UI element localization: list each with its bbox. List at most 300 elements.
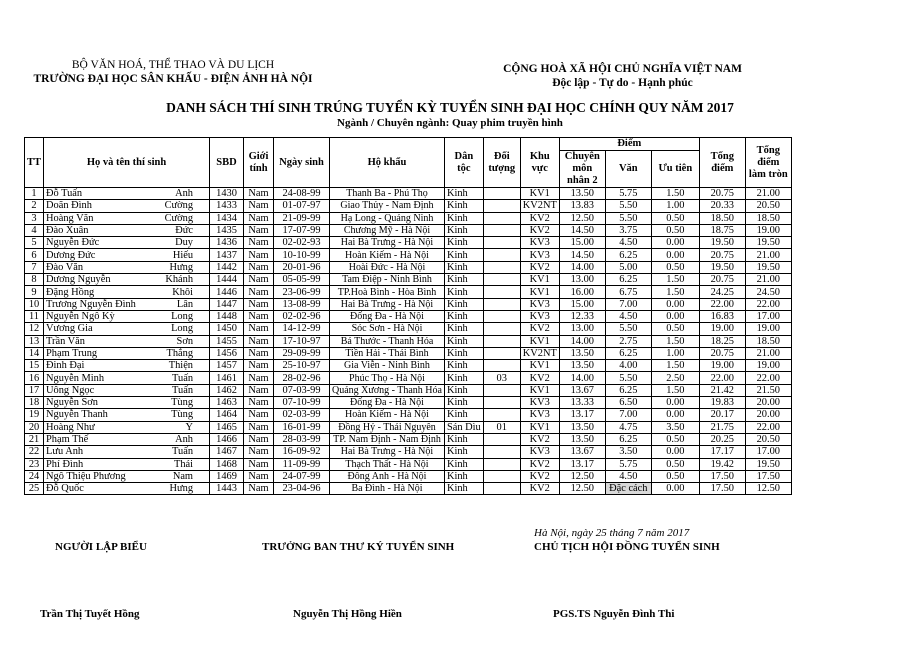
surname: Phí Đình	[46, 458, 84, 470]
cell: Nam	[244, 347, 274, 359]
cell: 19.50	[699, 261, 745, 273]
given-name: Tuấn	[172, 384, 194, 396]
cell: 1469	[210, 470, 244, 482]
cell: 16-09-92	[274, 446, 330, 458]
given-name: Khôi	[172, 286, 194, 298]
surname: Hoàng Văn	[46, 212, 94, 224]
cell: 17	[25, 384, 44, 396]
cell	[483, 274, 520, 286]
cell: 0.00	[651, 409, 699, 421]
table-row	[25, 224, 792, 236]
cell: KV3	[520, 237, 559, 249]
cell: 24	[25, 470, 44, 482]
cell: 0.50	[651, 433, 699, 445]
cell: 19.00	[745, 224, 791, 236]
cell: 14.00	[559, 261, 605, 273]
cell: 20-01-96	[274, 261, 330, 273]
secretary-title: TRƯỞNG BAN THƯ KÝ TUYỂN SINH	[262, 541, 455, 553]
given-name: Thiện	[168, 360, 194, 372]
cell: 8	[25, 274, 44, 286]
cell: 11-09-99	[274, 458, 330, 470]
cell: 13	[25, 335, 44, 347]
cell: 0.00	[651, 249, 699, 261]
cell: 14	[25, 347, 44, 359]
cell	[483, 360, 520, 372]
nation-motto: Độc lập - Tự do - Hạnh phúc	[552, 77, 693, 89]
cell: Kinh	[444, 446, 483, 458]
cell: 20.75	[699, 274, 745, 286]
cell: 1446	[210, 286, 244, 298]
cell	[483, 335, 520, 347]
given-name: Anh	[175, 188, 194, 200]
cell: 19.83	[699, 397, 745, 409]
cell-name	[44, 483, 210, 495]
cell: 13.50	[559, 421, 605, 433]
surname: Phạm Trung	[46, 348, 98, 359]
page-subtitle: Ngành / Chuyên ngành: Quay phim truyền hình	[337, 117, 563, 129]
cell: 1433	[210, 200, 244, 212]
cell: Hạ Long - Quảng Ninh	[330, 212, 445, 224]
cell: 07-10-99	[274, 397, 330, 409]
cell: 20.75	[699, 188, 745, 200]
surname: Dương Nguyễn	[46, 274, 111, 286]
table-row	[25, 384, 792, 396]
cell: Nam	[244, 261, 274, 273]
col-scores: Điểm	[559, 138, 699, 151]
chair-title: CHỦ TỊCH HỘI ĐỒNG TUYỂN SINH	[534, 541, 720, 553]
cell: KV1	[520, 360, 559, 372]
cell: 13.50	[559, 433, 605, 445]
cell: 1455	[210, 335, 244, 347]
cell: 02-02-93	[274, 237, 330, 249]
cell: 2.75	[605, 335, 651, 347]
cell: 13.50	[559, 347, 605, 359]
cell: 20	[25, 421, 44, 433]
cell: 1.00	[651, 200, 699, 212]
given-name: Hưng	[169, 261, 194, 273]
cell: 24.25	[699, 286, 745, 298]
col-gender: Giới tính	[244, 138, 274, 188]
cell	[483, 433, 520, 445]
cell-name	[44, 446, 210, 458]
cell: 13-08-99	[274, 298, 330, 310]
cell: 22.00	[745, 421, 791, 433]
cell: 01-07-97	[274, 200, 330, 212]
cell: KV2	[520, 372, 559, 384]
cell: 3	[25, 212, 44, 224]
cell: 0.00	[651, 237, 699, 249]
cell: 21.50	[745, 384, 791, 396]
cell: 1430	[210, 188, 244, 200]
cell: 17.50	[745, 470, 791, 482]
cell: Nam	[244, 200, 274, 212]
cell: 18.50	[745, 335, 791, 347]
cell: 2.50	[651, 372, 699, 384]
cell: 3.75	[605, 224, 651, 236]
cell-name	[44, 224, 210, 236]
cell: 20.75	[699, 347, 745, 359]
cell: Thanh Ba - Phú Thọ	[330, 188, 445, 200]
cell: Kinh	[444, 237, 483, 249]
cell: 13.17	[559, 409, 605, 421]
cell: Nam	[244, 212, 274, 224]
cell: Kinh	[444, 249, 483, 261]
cell: 21.42	[699, 384, 745, 396]
given-name: Cường	[164, 212, 194, 224]
cell: 19	[25, 409, 44, 421]
cell: 13.17	[559, 458, 605, 470]
table-row	[25, 372, 792, 384]
cell: 6.25	[605, 274, 651, 286]
preparer-title: NGƯỜI LẬP BIỂU	[55, 541, 147, 553]
cell-name	[44, 335, 210, 347]
table-row	[25, 421, 792, 433]
given-name: Thái	[173, 458, 194, 470]
cell: 1434	[210, 212, 244, 224]
given-name: Tuấn	[172, 446, 194, 458]
cell	[483, 310, 520, 322]
given-name: Đức	[175, 225, 194, 237]
col-address: Hộ khẩu	[330, 138, 445, 188]
cell	[483, 200, 520, 212]
cell: 1462	[210, 384, 244, 396]
cell: 21.00	[745, 347, 791, 359]
cell: 19.00	[745, 323, 791, 335]
cell: Ba Đình - Hà Nội	[330, 483, 445, 495]
cell: Kinh	[444, 335, 483, 347]
cell: 21.75	[699, 421, 745, 433]
cell: Đông Anh - Hà Nội	[330, 470, 445, 482]
date-line: Hà Nội, ngày 25 tháng 7 năm 2017	[534, 527, 690, 539]
cell: 0.50	[651, 470, 699, 482]
cell: Bá Thước - Thanh Hóa	[330, 335, 445, 347]
cell: 22.00	[699, 298, 745, 310]
cell: 07-03-99	[274, 384, 330, 396]
col-sbd: SBD	[210, 138, 244, 188]
table-row	[25, 249, 792, 261]
cell: 10-10-99	[274, 249, 330, 261]
cell: 4.50	[605, 310, 651, 322]
cell: 0.00	[651, 397, 699, 409]
cell: Gia Viễn - Ninh Bình	[330, 360, 445, 372]
cell: Kinh	[444, 372, 483, 384]
cell: 18.50	[699, 212, 745, 224]
cell: KV3	[520, 409, 559, 421]
cell: Nam	[244, 274, 274, 286]
cell: Kinh	[444, 409, 483, 421]
cell: 13.83	[559, 200, 605, 212]
cell: 5.50	[605, 212, 651, 224]
cell-name	[44, 384, 210, 396]
cell: 1437	[210, 249, 244, 261]
cell: 14.50	[559, 224, 605, 236]
surname: Dương Đức	[46, 249, 96, 261]
cell: 13.67	[559, 384, 605, 396]
table-row	[25, 274, 792, 286]
cell: Đống Đa - Hà Nội	[330, 397, 445, 409]
cell: KV2NT	[520, 200, 559, 212]
cell: Phúc Thọ - Hà Nội	[330, 372, 445, 384]
cell: 0.50	[651, 458, 699, 470]
cell: KV3	[520, 249, 559, 261]
cell: 17.00	[745, 446, 791, 458]
surname: Nguyễn Ngô Kỳ	[46, 311, 115, 323]
col-rounded: Tổng điểm làm tròn	[745, 138, 791, 188]
cell: Kinh	[444, 310, 483, 322]
cell: 0.00	[651, 483, 699, 495]
cell: 18.50	[745, 212, 791, 224]
col-priority-group: Đối tượng	[483, 138, 520, 188]
cell: 22.00	[745, 298, 791, 310]
cell: 1450	[210, 323, 244, 335]
table-row	[25, 298, 792, 310]
cell: 6.25	[605, 384, 651, 396]
surname: Doãn Đình	[46, 200, 92, 212]
cell: 1448	[210, 310, 244, 322]
cell: Nam	[244, 470, 274, 482]
cell: 1	[25, 188, 44, 200]
admission-table	[24, 137, 792, 495]
cell: Nam	[244, 335, 274, 347]
cell: 14.50	[559, 249, 605, 261]
cell: KV1	[520, 188, 559, 200]
cell: 7.00	[605, 409, 651, 421]
cell: 5.50	[605, 200, 651, 212]
cell: Nam	[244, 483, 274, 495]
surname: Đỗ Tuấn	[46, 188, 83, 200]
cell: Kinh	[444, 274, 483, 286]
cell: 1436	[210, 237, 244, 249]
cell	[483, 384, 520, 396]
cell: 1456	[210, 347, 244, 359]
given-name: Long	[171, 323, 194, 335]
cell: Hoài Đức - Hà Nội	[330, 261, 445, 273]
cell-name	[44, 200, 210, 212]
table-row	[25, 237, 792, 249]
cell: KV2NT	[520, 347, 559, 359]
cell: Kinh	[444, 458, 483, 470]
cell-name	[44, 458, 210, 470]
cell	[483, 298, 520, 310]
cell: Kinh	[444, 360, 483, 372]
cell: 6.25	[605, 249, 651, 261]
table-row	[25, 360, 792, 372]
cell: Kinh	[444, 347, 483, 359]
cell-name	[44, 237, 210, 249]
cell: Nam	[244, 433, 274, 445]
cell: 4.00	[605, 360, 651, 372]
cell	[483, 483, 520, 495]
cell: 20.17	[699, 409, 745, 421]
cell: 3.50	[605, 446, 651, 458]
cell: Sán Dìu	[444, 421, 483, 433]
cell: 23-06-99	[274, 286, 330, 298]
cell: KV3	[520, 298, 559, 310]
cell: 1.50	[651, 274, 699, 286]
cell	[483, 347, 520, 359]
cell: 7	[25, 261, 44, 273]
cell: 25	[25, 483, 44, 495]
col-region: Khu vực	[520, 138, 559, 188]
surname: Nguyễn Thanh	[46, 409, 108, 421]
cell: 1467	[210, 446, 244, 458]
cell: 15	[25, 360, 44, 372]
surname: Đào Xuân	[46, 225, 89, 237]
col-total: Tổng điểm	[699, 138, 745, 188]
cell	[483, 212, 520, 224]
cell: 12.50	[745, 483, 791, 495]
surname: Hoàng Như	[46, 421, 95, 433]
surname: Trương Nguyễn Đình	[46, 298, 136, 310]
cell: 19.00	[699, 323, 745, 335]
cell	[483, 458, 520, 470]
cell-name	[44, 421, 210, 433]
table-row	[25, 286, 792, 298]
surname: Nguyễn Minh	[46, 372, 105, 384]
cell	[483, 237, 520, 249]
cell-name	[44, 372, 210, 384]
cell: KV1	[520, 421, 559, 433]
cell: 17.50	[699, 470, 745, 482]
cell: KV1	[520, 286, 559, 298]
cell: 21.00	[745, 188, 791, 200]
cell: Kinh	[444, 298, 483, 310]
table-row	[25, 200, 792, 212]
cell: 12.50	[559, 470, 605, 482]
cell-name	[44, 249, 210, 261]
col-tt: TT	[25, 138, 44, 188]
given-name: Sơn	[176, 335, 194, 347]
cell: 19.00	[699, 360, 745, 372]
cell: Quảng Xương - Thanh Hóa	[330, 384, 445, 396]
cell: 16	[25, 372, 44, 384]
cell: Nam	[244, 446, 274, 458]
table-row	[25, 433, 792, 445]
cell: KV2	[520, 323, 559, 335]
cell: 22.00	[745, 372, 791, 384]
cell: 7.00	[605, 298, 651, 310]
cell: Kinh	[444, 188, 483, 200]
cell: 17.17	[699, 446, 745, 458]
cell: 1.50	[651, 188, 699, 200]
cell: 5.50	[605, 323, 651, 335]
cell: Nam	[244, 360, 274, 372]
preparer-name: Trần Thị Tuyết Hồng	[40, 608, 140, 620]
cell	[483, 224, 520, 236]
table-row	[25, 212, 792, 224]
col-ethnic: Dân tộc	[444, 138, 483, 188]
cell	[483, 446, 520, 458]
cell: Nam	[244, 286, 274, 298]
cell: 6.75	[605, 286, 651, 298]
cell: 20.00	[745, 397, 791, 409]
given-name: Long	[171, 311, 194, 323]
col-name: Họ và tên thí sinh	[44, 138, 210, 188]
cell: 1435	[210, 224, 244, 236]
cell: 3.50	[651, 421, 699, 433]
cell: 4.50	[605, 470, 651, 482]
cell: Nam	[244, 298, 274, 310]
table-row	[25, 470, 792, 482]
table-row	[25, 323, 792, 335]
table-row	[25, 409, 792, 421]
cell: TP.Hoà Bình - Hòa Bình	[330, 286, 445, 298]
cell: 22	[25, 446, 44, 458]
cell: 21	[25, 433, 44, 445]
cell: 13.00	[559, 323, 605, 335]
cell	[483, 409, 520, 421]
cell: 12	[25, 323, 44, 335]
cell: Kinh	[444, 200, 483, 212]
cell: 24-07-99	[274, 470, 330, 482]
cell: 1442	[210, 261, 244, 273]
given-name: Duy	[175, 237, 194, 249]
cell: 19.42	[699, 458, 745, 470]
cell: 13.33	[559, 397, 605, 409]
university-name: TRƯỜNG ĐẠI HỌC SÂN KHẤU - ĐIỆN ẢNH HÀ NỘI	[33, 73, 313, 85]
cell-name	[44, 397, 210, 409]
cell: Kinh	[444, 483, 483, 495]
secretary-name: Nguyễn Thị Hồng Hiền	[293, 608, 402, 620]
chair-name: PGS.TS Nguyễn Đình Thi	[553, 608, 675, 620]
cell: 16.00	[559, 286, 605, 298]
cell: 17-07-99	[274, 224, 330, 236]
cell: 1.00	[651, 347, 699, 359]
col-major: Chuyên môn nhân 2	[559, 151, 605, 188]
cell: 16.83	[699, 310, 745, 322]
cell: Kinh	[444, 261, 483, 273]
cell: KV2	[520, 261, 559, 273]
cell-name	[44, 360, 210, 372]
cell: Kinh	[444, 212, 483, 224]
cell: Nam	[244, 397, 274, 409]
cell: 1443	[210, 483, 244, 495]
surname: Đặng Hồng	[46, 286, 95, 298]
cell: 1466	[210, 433, 244, 445]
cell-name	[44, 470, 210, 482]
cell: KV2	[520, 224, 559, 236]
cell: 20.50	[745, 200, 791, 212]
cell: 1457	[210, 360, 244, 372]
cell: Nam	[244, 224, 274, 236]
cell: 18	[25, 397, 44, 409]
cell: 6.25	[605, 347, 651, 359]
given-name: Nam	[172, 470, 194, 482]
given-name: Tuấn	[172, 372, 194, 384]
cell: Kinh	[444, 433, 483, 445]
cell: 6	[25, 249, 44, 261]
surname: Vương Gia	[46, 323, 93, 335]
cell: 6.50	[605, 397, 651, 409]
cell-name	[44, 409, 210, 421]
cell: 19.00	[745, 360, 791, 372]
cell: 5.75	[605, 458, 651, 470]
cell: 1463	[210, 397, 244, 409]
col-dob: Ngày sinh	[274, 138, 330, 188]
cell: 13.50	[559, 188, 605, 200]
table-row	[25, 347, 792, 359]
cell: 9	[25, 286, 44, 298]
cell: 5	[25, 237, 44, 249]
cell: 1464	[210, 409, 244, 421]
cell: KV1	[520, 384, 559, 396]
cell: 0.00	[651, 310, 699, 322]
cell: Tiền Hải - Thái Bình	[330, 347, 445, 359]
cell: 05-05-99	[274, 274, 330, 286]
cell: 25-10-97	[274, 360, 330, 372]
cell: 0.00	[651, 298, 699, 310]
cell: Kinh	[444, 286, 483, 298]
